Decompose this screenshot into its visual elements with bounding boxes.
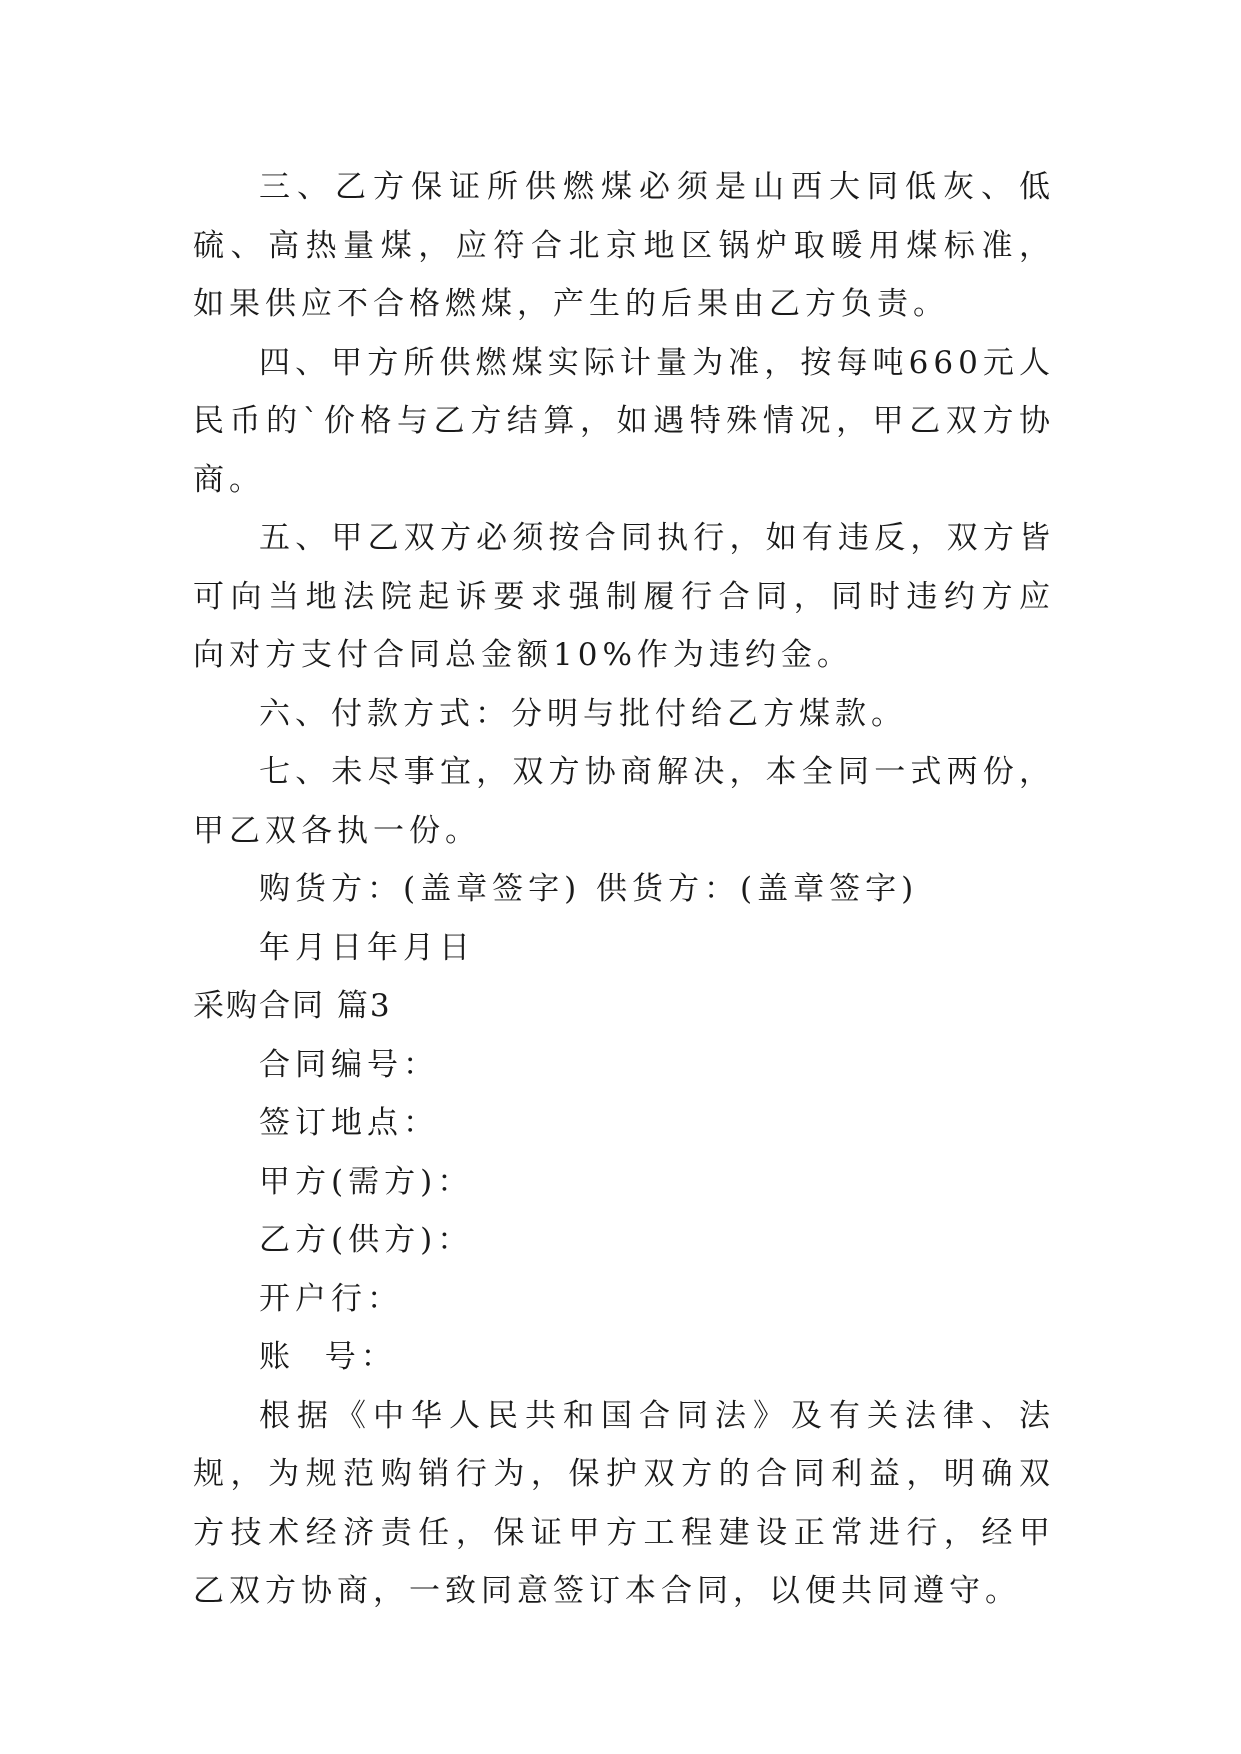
signature-line: 购货方：(盖章签字) 供货方：(盖章签字) [259, 871, 919, 907]
clause-4: 四、甲方所供燃煤实际计量为准，按每吨660元人民币的`价格与乙方结算，如遇特殊情况，甲乙双方协商。 [193, 344, 1055, 498]
field-account: 账 号： [259, 1339, 397, 1375]
clause-3: 三、乙方保证所供燃煤必须是山西大同低灰、低硫、高热量煤，应符合北京地区锅炉取暖用煤标准，如果供应不合格燃煤，产生的后果由乙方负责。 [193, 169, 1055, 322]
date-line: 年月日年月日 [259, 929, 475, 966]
clause-7: 七、未尽事宜，双方协商解决，本全同一式两份，甲乙双各执一份。 [193, 754, 1055, 849]
clause-6: 六、付款方式：分明与批付给乙方煤款。 [259, 695, 907, 732]
field-party-a: 甲方(需方)： [259, 1163, 474, 1200]
closing-paragraph: 根据《中华人民共和国合同法》及有关法律、法规，为规范购销行为，保护双方的合同利益，明确双方技术经济责任，保证甲方工程建设正常进行，经甲乙双方协商，一致同意签订本合同，以便共同遵守。 [193, 1397, 1055, 1609]
field-contract-number: 合同编号： [259, 1046, 439, 1083]
document-body [193, 158, 1055, 1621]
section-heading: 采购合同 篇3 [193, 988, 392, 1024]
field-signing-location: 签订地点： [259, 1105, 439, 1141]
field-bank: 开户行： [259, 1280, 403, 1317]
clause-5: 五、甲乙双方必须按合同执行，如有违反，双方皆可向当地法院起诉要求强制履行合同，同时违约方应向对方支付合同总金额10%作为违约金。 [193, 520, 1055, 673]
field-party-b: 乙方(供方)： [259, 1222, 474, 1258]
